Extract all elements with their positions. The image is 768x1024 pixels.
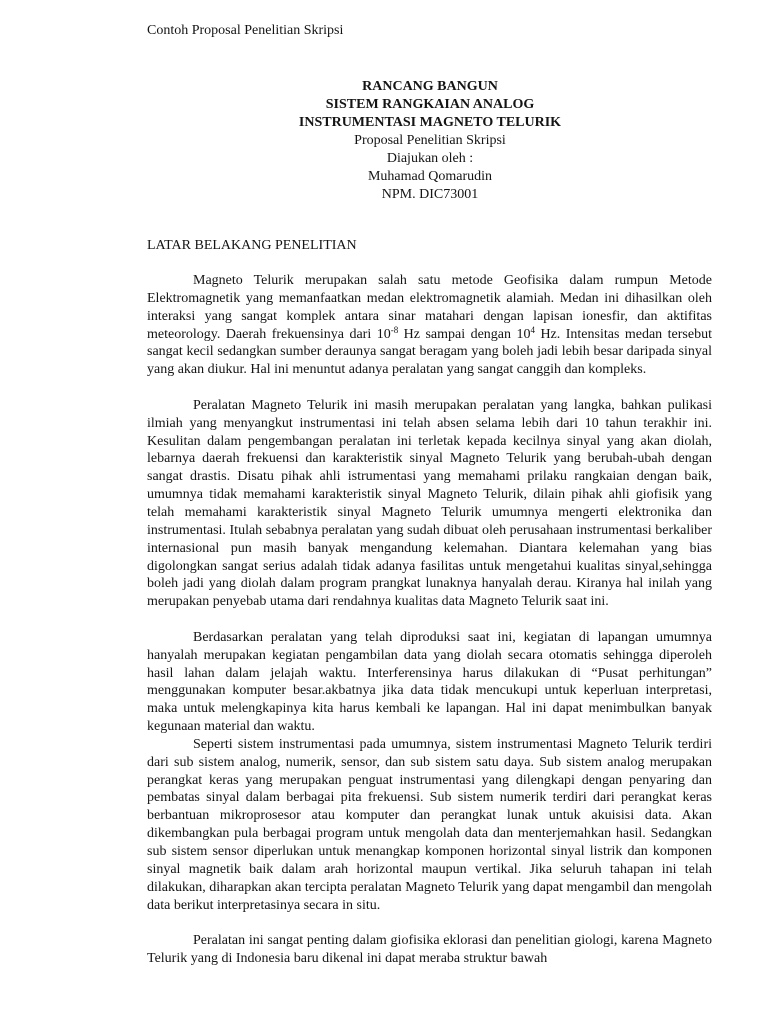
author-name: Muhamad Qomarudin [367,169,493,184]
paragraph-1-part-c: Hz. Intensitas medan tersebut sangat kecil sedangkan sumber deraunya sangat beragam yang boleh jadi lebih besar daripada sinyal yang akan diukur. Hal ini menuntut adanya peralatan yang sangat canggih dan kompleks. [147,326,712,378]
title-block [230,78,630,204]
student-number: NPM. DIC73001 [381,187,479,202]
title-line-3: INSTRUMENTASI MAGNETO TELURIK [298,115,562,130]
paragraph-spacer [147,611,712,629]
paragraph-spacer [147,379,712,397]
submitted-by-label: Diajukan oleh : [386,151,474,166]
exponent-four: 4 [530,324,535,335]
running-header: Contoh Proposal Penelitian Skripsi [147,23,344,38]
paragraph-1 [147,272,712,379]
paragraph-4: Seperti sistem instrumentasi pada umumnya, sistem instrumentasi Magneto Telurik terdiri dari sub sistem analog, numerik, sensor, dan sub sistem satu daya. Sub sistem analog merupakan perangkat keras yang merupakan penguat instrumentasi yang dilengkapi dengan penyaring dan pembatas sinyal dalam berbagai pita frekuensi. Sub sistem numerik terdiri dari perangkat keras berbantuan mikroprosesor atau komputer dan perangkat lunak untuk akuisisi data. Akan dikembangkan pula berbagai program untuk mengolah data dan menterjemahkan hasil. Sedangkan sub sistem sensor diperlukan untuk menangkap komponen horizontal sinyal listrik dan komponen sinyal magnetik baik dalam arah horizontal maupun vertikal. Jika seluruh tahapan ini telah dilakukan, diharapkan akan tercipta peralatan Magneto Telurik yang dapat mengambil dan mengolah data berikut interpretasinya secara in situ. [147,736,712,913]
paragraph-spacer [147,914,712,932]
title-line-1: RANCANG BANGUN [362,79,498,94]
body-text [147,272,712,968]
paragraph-5: Peralatan ini sangat penting dalam giofisika eklorasi dan penelitian giologi, karena Magneto Telurik yang di Indonesia baru dikenal ini dapat meraba struktur bawah [147,933,712,967]
title-line-2: SISTEM RANGKAIAN ANALOG [325,97,535,112]
paragraph-1-part-a: Magneto Telurik merupakan salah satu metode Geofisika dalam rumpun Metode Elektromagnetik yang memanfaatkan medan elektromagnetik alamiah. Medan ini dihasilkan oleh interaksi yang sangat komplek antara sinar matahari dengan lapisan ionesfir, dan aktifitas meteorology. Daerah frekuensinya dari 10 [147,273,712,342]
section-heading: LATAR BELAKANG PENELITIAN [147,238,357,253]
paragraph-2: Peralatan Magneto Telurik ini masih merupakan peralatan yang langka, bahkan pulikasi ilmiah yang menyangkut instrumentasi ini telah absen selama lebih dari 10 tahun terakhir ini. Kesulitan dalam pengembangan peralatan ini terletak kepada kecilnya sinyal yang akan diolah, lebarnya daerah frekuensi dan karakteristik sinyal Magneto Telurik yang berubah-ubah dengan sangat drastis. Disatu pihak ahli istrumentasi yang memahami prilaku rangkaian dengan baik, umumnya tidak memahami karakteristik sinyal Magneto Telurik, dilain pihak ahli giofisik yang telah memahami karakteristik sinyal Magneto Telurik umumnya mengerti elektronika dan instrumentasi. Itulah sebabnya peralatan yang sudah dibuat oleh perusahaan instrumentasi berkaliber internasional pun masih banyak mengandung kelemahan. Diantara kelemahan yang bias digolongkan sangat serius adalah tidak adanya fasilitas untuk mengetahui kualitas sinyal,sehingga boleh jadi yang diolah dalam program prangkat lunaknya hanyalah derau. Kiranya hal inilah yang merupakan penyebab utama dari rendahnya kualitas data Magneto Telurik saat ini. [147,397,712,610]
paragraph-3: Berdasarkan peralatan yang telah diproduksi saat ini, kegiatan di lapangan umumnya hanyalah merupakan kegiatan pengambilan data yang diolah secara otomatis sehingga diperoleh hasil lahan dalam jelajah waktu. Interferensinya harus dilakukan di “Pusat perhitungan” menggunakan komputer besar.akbatnya jika data tidak mencukupi untuk keperluan interpretasi, maka untuk melengkapinya kita harus kembali ke lapangan. Hal ini dapat menimbulkan banyak kegunaan material dan waktu. [147,629,712,735]
exponent-minus-eight: -8 [390,324,399,335]
paragraph-1-part-b: Hz sampai dengan 10 [398,326,531,342]
proposal-subtitle: Proposal Penelitian Skripsi [354,133,506,148]
